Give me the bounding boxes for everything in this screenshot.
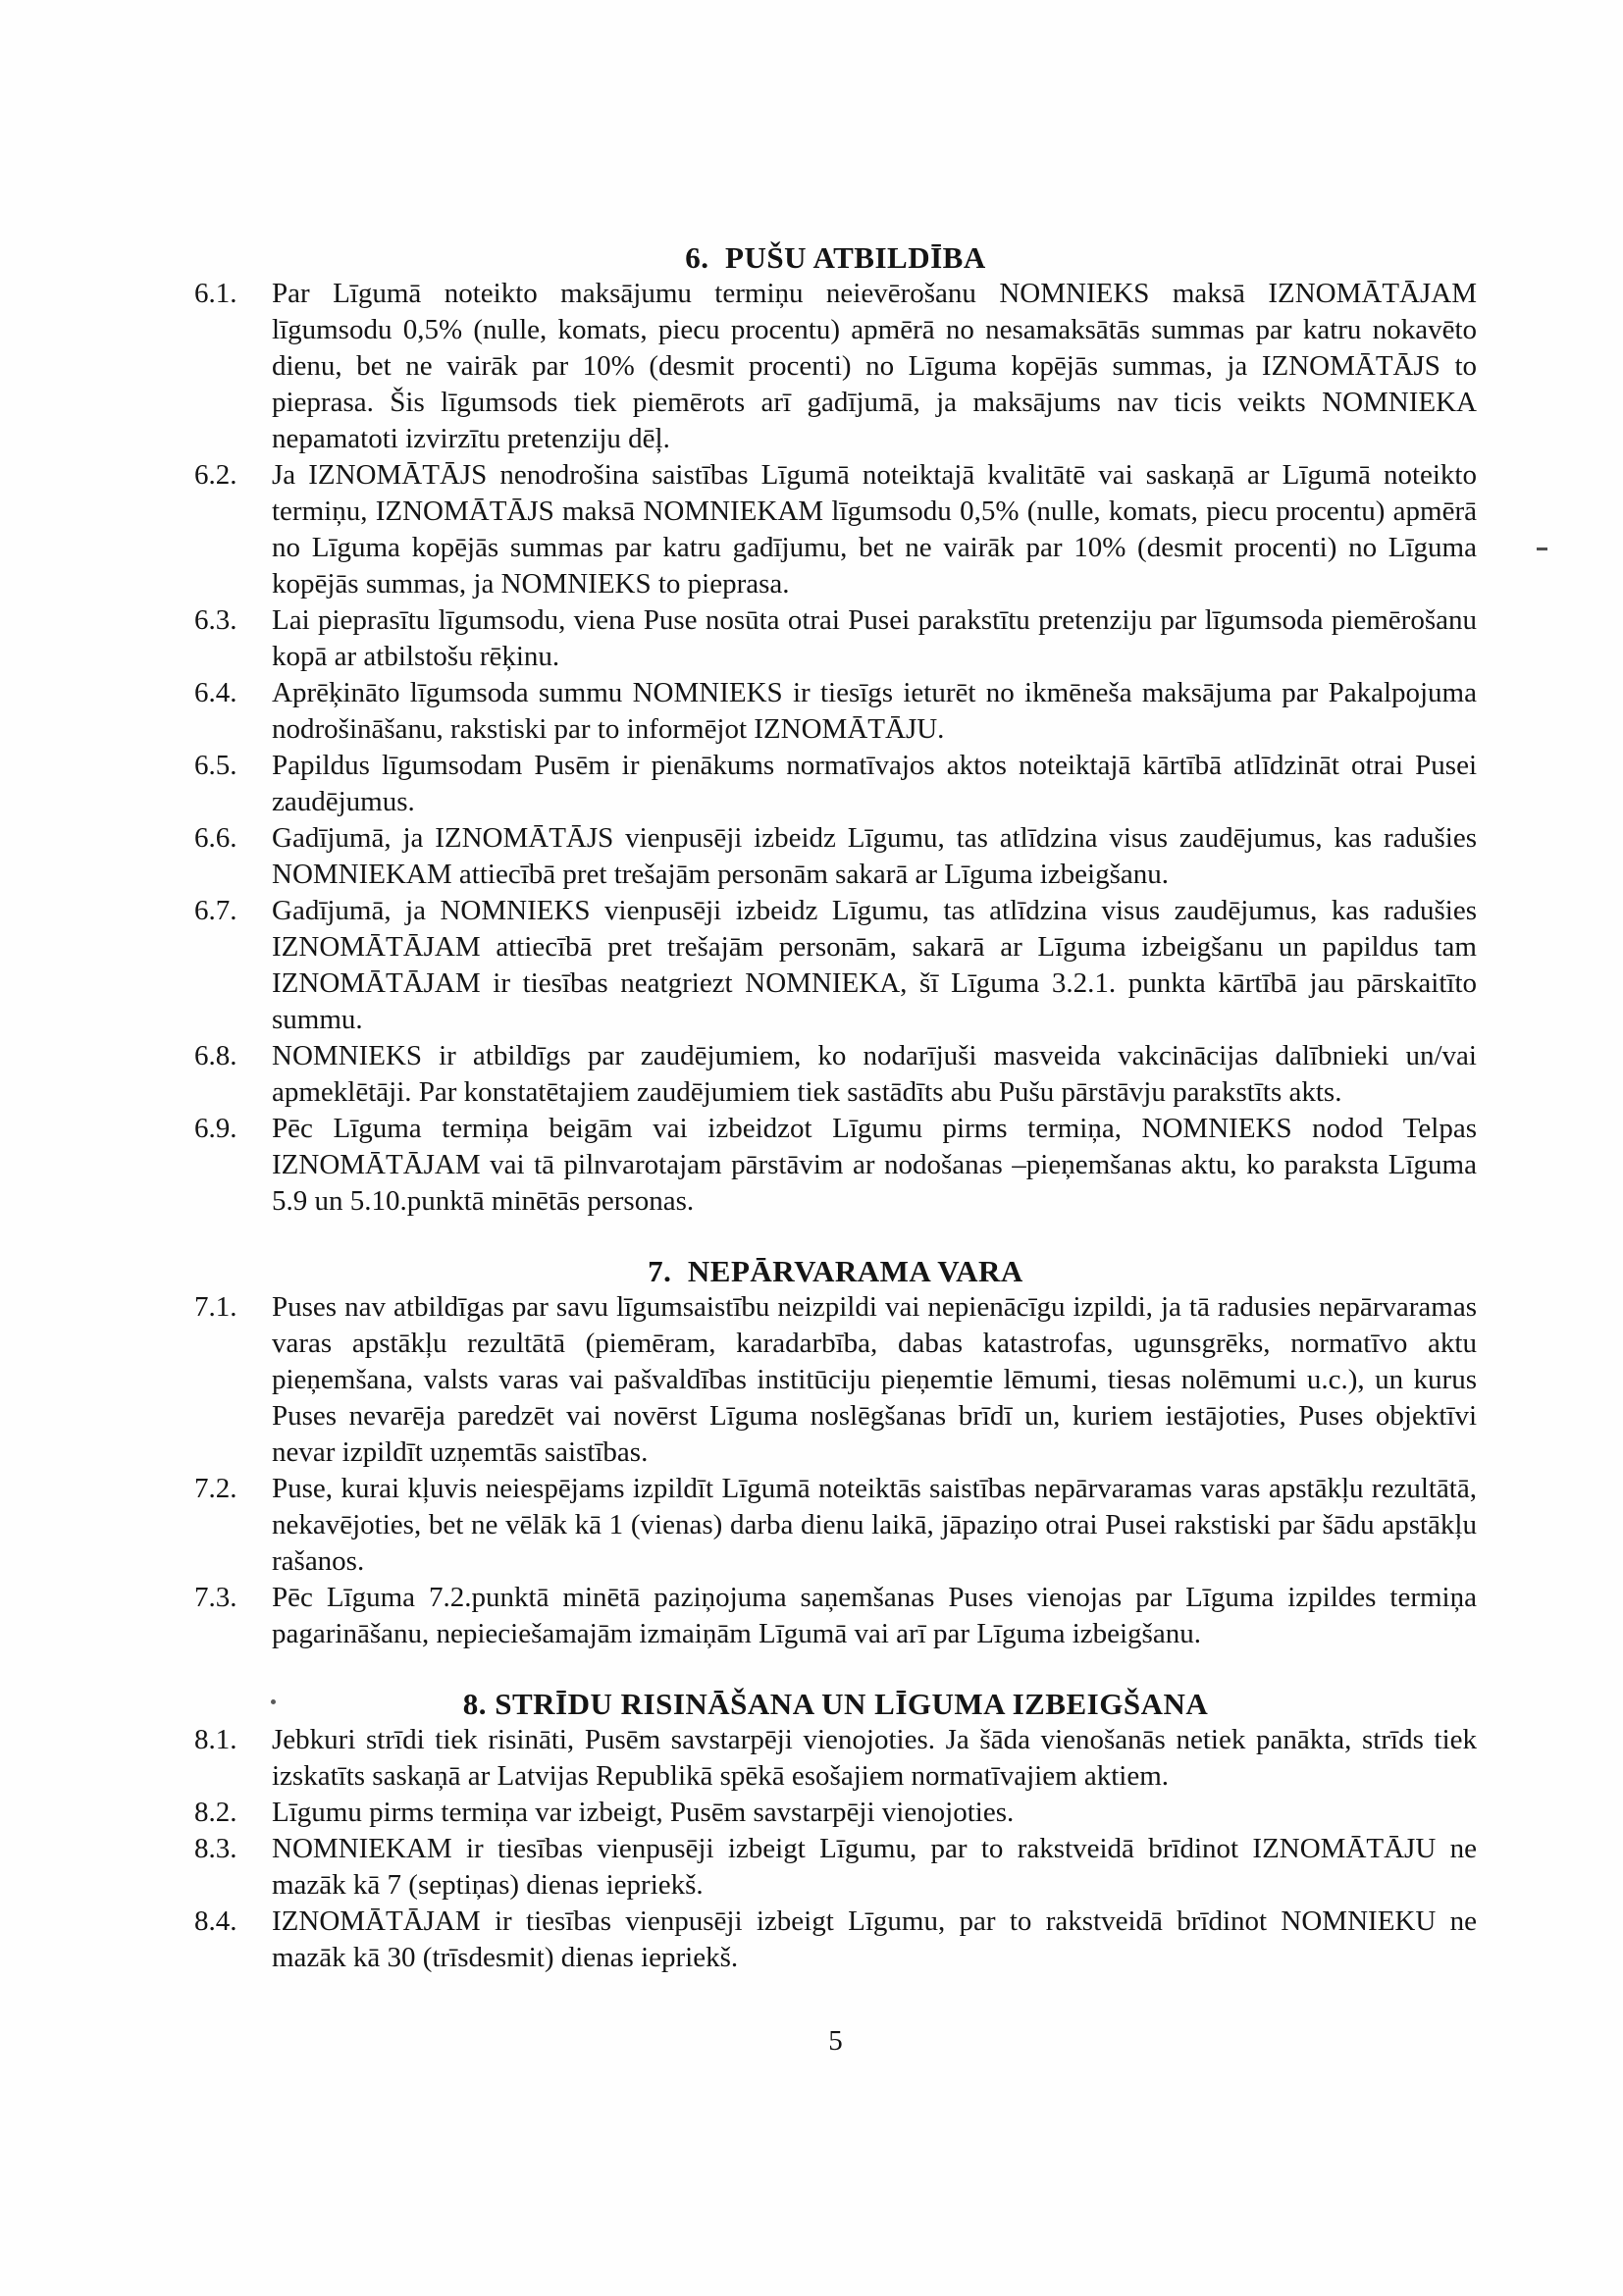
clause-text: Jebkuri strīdi tiek risināti, Pusēm savstarpēji vienojoties. Ja šāda vienošanās netiek panākta, strīds tiek izskatīts saskaņā ar Latvijas Republikā spēkā esošajiem normatīvajiem aktiem. [272, 1724, 1477, 1792]
clause-6-7 [194, 893, 1477, 1038]
clause-number: 6.8. [194, 1040, 237, 1071]
clause-text: Līgumu pirms termiņa var izbeigt, Pusēm savstarpēji vienojoties. [272, 1797, 1015, 1828]
clause-6-6 [194, 820, 1477, 893]
clause-text: Puses nav atbildīgas par savu līgumsaistību neizpildi vai nepienācīgu izpildi, ja tā radusies nepārvaramas varas apstākļu rezultātā (piemēram, karadarbība, dabas katastrofas, ugunsgrēks, normatīvo aktu pieņemšana, valsts varas vai pašvaldības institūciju pieņemtie lēmumi, tiesas nolēmumi u.c.), un kurus Puses nevarēja paredzēt vai novērst Līguma noslēgšanas brīdī un, kuriem iestājoties, Puses objektīvi nevar izpildīt uzņemtās saistības. [272, 1291, 1477, 1468]
clause-text: Par Līgumā noteikto maksājumu termiņu neievērošanu NOMNIEKS maksā IZNOMĀTĀJAM līgumsodu 0,5% (nulle, komats, piecu procentu) apmērā no nesamaksātās summas par katru nokavēto dienu, bet ne vairāk par 10% (desmit procenti) no Līguma kopējās summas, ja IZNOMĀTĀJS to pieprasa. Šis līgumsods tiek piemērots arī gadījumā, ja maksājums nav ticis veikts NOMNIEKA nepamatoti izvirzītu pretenziju dēļ. [272, 278, 1477, 454]
clause-8-4 [194, 1904, 1477, 1976]
clause-7-3 [194, 1580, 1477, 1652]
section-8-title: 8. STRĪDU RISINĀŠANA UN LĪGUMA IZBEIGŠANA [462, 1687, 1209, 1721]
page-content [194, 239, 1477, 2060]
clause-8-2 [194, 1795, 1477, 1831]
clause-6-9 [194, 1111, 1477, 1220]
clause-text: NOMNIEKAM ir tiesības vienpusēji izbeigt Līgumu, par to rakstveidā brīdinot IZNOMĀTĀJU ne mazāk kā 7 (septiņas) dienas iepriekš. [272, 1833, 1477, 1901]
clause-text: Pēc Līguma termiņa beigām vai izbeidzot Līgumu pirms termiņa, NOMNIEKS nodod Telpas IZNOMĀTĀJAM vai tā pilnvarotajam pārstāvim ar nodošanas –pieņemšanas aktu, ko paraksta Līguma 5.9 un 5.10.punktā minētās personas. [272, 1113, 1477, 1217]
clause-8-1 [194, 1722, 1477, 1795]
clause-number: 7.3. [194, 1582, 237, 1613]
clause-6-3 [194, 602, 1477, 675]
clause-7-1 [194, 1289, 1477, 1471]
clause-text: Lai pieprasītu līgumsodu, viena Puse nosūta otrai Pusei parakstītu pretenziju par līgumsoda piemērošanu kopā ar atbilstošu rēķinu. [272, 604, 1477, 672]
clause-number: 6.2. [194, 459, 237, 491]
section-neparvarama-vara [194, 1253, 1477, 1652]
clause-number: 6.7. [194, 895, 237, 926]
clause-7-2 [194, 1471, 1477, 1580]
scan-artifact-dot [271, 1699, 276, 1704]
clause-number: 8.4. [194, 1905, 237, 1937]
clause-number: 8.1. [194, 1724, 237, 1755]
clause-6-5 [194, 748, 1477, 820]
section-stridu-risinasana [194, 1686, 1477, 1976]
clause-6-2 [194, 457, 1477, 602]
section-6-title: 6. PUŠU ATBILDĪBA [685, 240, 986, 275]
clause-text: Puse, kurai kļuvis neiespējams izpildīt Līgumā noteiktās saistības nepārvaramas varas apstākļu rezultātā, nekavējoties, bet ne vēlāk kā 1 (vienas) darba dienu laikā, jāpaziņo otrai Pusei rakstiski par šādu apstākļu rašanos. [272, 1473, 1477, 1577]
clause-number: 8.3. [194, 1833, 237, 1864]
clause-number: 6.4. [194, 677, 237, 708]
clause-number: 6.3. [194, 604, 237, 636]
section-pusu-atbildiba [194, 239, 1477, 1220]
clause-number: 7.2. [194, 1473, 237, 1504]
clause-6-8 [194, 1038, 1477, 1111]
clause-text: Gadījumā, ja IZNOMĀTĀJS vienpusēji izbeidz Līgumu, tas atlīdzina visus zaudējumus, kas radušies NOMNIEKAM attiecībā pret trešajām personām sakarā ar Līguma izbeigšanu. [272, 822, 1477, 890]
clause-text: Aprēķināto līgumsoda summu NOMNIEKS ir tiesīgs ieturēt no ikmēneša maksājuma par Pakalpojuma nodrošināšanu, rakstiski par to informējot IZNOMĀTĀJU. [272, 677, 1477, 745]
clause-number: 6.5. [194, 750, 237, 781]
clause-8-3 [194, 1831, 1477, 1904]
clause-text: Ja IZNOMĀTĀJS nenodrošina saistības Līgumā noteiktajā kvalitātē vai saskaņā ar Līgumā noteikto termiņu, IZNOMĀTĀJS maksā NOMNIEKAM līgumsodu 0,5% (nulle, komats, piecu procentu) apmērā no Līguma kopējās summas par katru gadījumu, bet ne vairāk par 10% (desmit procenti) no Līguma kopējās summas, ja NOMNIEKS to pieprasa. [272, 459, 1477, 600]
section-7-title: 7. NEPĀRVARAMA VARA [648, 1254, 1023, 1288]
clause-number: 7.1. [194, 1291, 237, 1323]
clause-6-4 [194, 675, 1477, 748]
clause-number: 6.6. [194, 822, 237, 854]
clause-text: Gadījumā, ja NOMNIEKS vienpusēji izbeidz Līgumu, tas atlīdzina visus zaudējumus, kas radušies IZNOMĀTĀJAM attiecībā pret trešajām personām, sakarā ar Līguma izbeigšanu un papildus tam IZNOMĀTĀJAM ir tiesības neatgriezt NOMNIEKA, šī Līguma 3.2.1. punkta kārtībā jau pārskaitīto summu. [272, 895, 1477, 1035]
clause-text: IZNOMĀTĀJAM ir tiesības vienpusēji izbeigt Līgumu, par to rakstveidā brīdinot NOMNIEKU ne mazāk kā 30 (trīsdesmit) dienas iepriekš. [272, 1905, 1477, 1973]
clause-6-1 [194, 276, 1477, 457]
scan-artifact-dash [1537, 548, 1547, 550]
clause-text: NOMNIEKS ir atbildīgs par zaudējumiem, ko nodarījuši masveida vakcinācijas dalībnieki un/vai apmeklētāji. Par konstatētajiem zaudējumiem tiek sastādīts abu Pušu pārstāvju parakstīts akts. [272, 1040, 1477, 1108]
page-number: 5 [828, 2025, 843, 2057]
clause-number: 6.9. [194, 1113, 237, 1144]
clause-text: Pēc Līguma 7.2.punktā minētā paziņojuma saņemšanas Puses vienojas par Līguma izpildes termiņa pagarināšanu, nepieciešamajām izmaiņām Līgumā vai arī par Līguma izbeigšanu. [272, 1582, 1477, 1649]
clause-text: Papildus līgumsodam Pusēm ir pienākums normatīvajos aktos noteiktajā kārtībā atlīdzināt otrai Pusei zaudējumus. [272, 750, 1477, 817]
clause-number: 6.1. [194, 278, 237, 309]
clause-number: 8.2. [194, 1797, 237, 1828]
